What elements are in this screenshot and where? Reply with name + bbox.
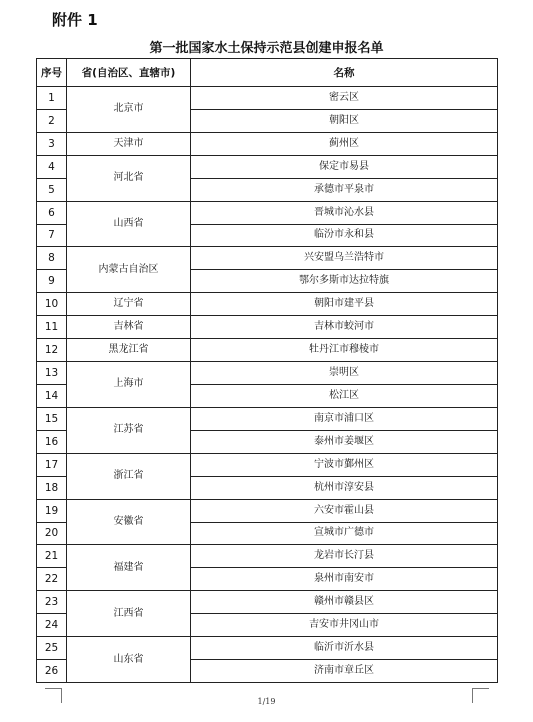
row-number-cell: 7 <box>37 224 67 247</box>
column-header-name: 名称 <box>191 59 498 87</box>
row-number-cell: 14 <box>37 384 67 407</box>
county-name-cell: 吉林市蛟河市 <box>191 316 498 339</box>
province-cell: 吉林省 <box>67 316 191 339</box>
province-cell: 福建省 <box>67 545 191 591</box>
row-number-cell: 5 <box>37 178 67 201</box>
province-cell: 辽宁省 <box>67 293 191 316</box>
row-number-cell: 22 <box>37 568 67 591</box>
county-name-cell: 崇明区 <box>191 362 498 385</box>
county-name-cell: 宣城市广德市 <box>191 522 498 545</box>
row-number-cell: 25 <box>37 637 67 660</box>
column-header-number: 序号 <box>37 59 67 87</box>
row-number-cell: 11 <box>37 316 67 339</box>
province-cell: 浙江省 <box>67 453 191 499</box>
row-number-cell: 4 <box>37 155 67 178</box>
province-cell: 山西省 <box>67 201 191 247</box>
county-name-cell: 泰州市姜堰区 <box>191 430 498 453</box>
county-name-cell: 兴安盟乌兰浩特市 <box>191 247 498 270</box>
county-name-cell: 临汾市永和县 <box>191 224 498 247</box>
county-name-cell: 六安市霍山县 <box>191 499 498 522</box>
row-number-cell: 23 <box>37 591 67 614</box>
row-number-cell: 6 <box>37 201 67 224</box>
row-number-cell: 20 <box>37 522 67 545</box>
row-number-cell: 18 <box>37 476 67 499</box>
row-number-cell: 8 <box>37 247 67 270</box>
row-number-cell: 24 <box>37 614 67 637</box>
table-row <box>37 87 498 110</box>
province-cell: 天津市 <box>67 132 191 155</box>
application-list-table <box>36 58 498 683</box>
province-cell: 北京市 <box>67 87 191 133</box>
table-header-row <box>37 59 498 87</box>
table-row <box>37 407 498 430</box>
county-name-cell: 牡丹江市穆棱市 <box>191 339 498 362</box>
county-name-cell: 承德市平泉市 <box>191 178 498 201</box>
row-number-cell: 21 <box>37 545 67 568</box>
table-row <box>37 247 498 270</box>
county-name-cell: 保定市易县 <box>191 155 498 178</box>
county-name-cell: 吉安市井冈山市 <box>191 614 498 637</box>
table-row <box>37 155 498 178</box>
row-number-cell: 15 <box>37 407 67 430</box>
province-cell: 内蒙古自治区 <box>67 247 191 293</box>
county-name-cell: 晋城市沁水县 <box>191 201 498 224</box>
county-name-cell: 密云区 <box>191 87 498 110</box>
county-name-cell: 朝阳区 <box>191 109 498 132</box>
page-number: 1/19 <box>257 697 276 706</box>
county-name-cell: 宁波市鄞州区 <box>191 453 498 476</box>
province-cell: 上海市 <box>67 362 191 408</box>
row-number-cell: 19 <box>37 499 67 522</box>
table-row <box>37 316 498 339</box>
county-name-cell: 杭州市淳安县 <box>191 476 498 499</box>
row-number-cell: 3 <box>37 132 67 155</box>
province-cell: 江西省 <box>67 591 191 637</box>
table-row <box>37 132 498 155</box>
row-number-cell: 9 <box>37 270 67 293</box>
county-name-cell: 济南市章丘区 <box>191 660 498 683</box>
table-row <box>37 201 498 224</box>
province-cell: 河北省 <box>67 155 191 201</box>
table-body <box>37 87 498 683</box>
row-number-cell: 17 <box>37 453 67 476</box>
row-number-cell: 12 <box>37 339 67 362</box>
table-row <box>37 637 498 660</box>
row-number-cell: 10 <box>37 293 67 316</box>
county-name-cell: 赣州市赣县区 <box>191 591 498 614</box>
table-row <box>37 499 498 522</box>
row-number-cell: 26 <box>37 660 67 683</box>
province-cell: 江苏省 <box>67 407 191 453</box>
table-row <box>37 339 498 362</box>
document-title: 第一批国家水土保持示范县创建申报名单 <box>149 41 384 56</box>
row-number-cell: 1 <box>37 87 67 110</box>
county-name-cell: 朝阳市建平县 <box>191 293 498 316</box>
table-row <box>37 591 498 614</box>
county-name-cell: 松江区 <box>191 384 498 407</box>
county-name-cell: 龙岩市长汀县 <box>191 545 498 568</box>
county-name-cell: 南京市浦口区 <box>191 407 498 430</box>
county-name-cell: 泉州市南安市 <box>191 568 498 591</box>
table-row <box>37 362 498 385</box>
province-cell: 山东省 <box>67 637 191 683</box>
county-name-cell: 临沂市沂水县 <box>191 637 498 660</box>
table-row <box>37 293 498 316</box>
province-cell: 安徽省 <box>67 499 191 545</box>
attachment-label: 附件 1 <box>52 11 98 29</box>
table-row <box>37 545 498 568</box>
column-header-province: 省(自治区、直辖市) <box>67 59 191 87</box>
row-number-cell: 13 <box>37 362 67 385</box>
row-number-cell: 16 <box>37 430 67 453</box>
row-number-cell: 2 <box>37 109 67 132</box>
table-row <box>37 453 498 476</box>
county-name-cell: 鄂尔多斯市达拉特旗 <box>191 270 498 293</box>
province-cell: 黑龙江省 <box>67 339 191 362</box>
county-name-cell: 蓟州区 <box>191 132 498 155</box>
